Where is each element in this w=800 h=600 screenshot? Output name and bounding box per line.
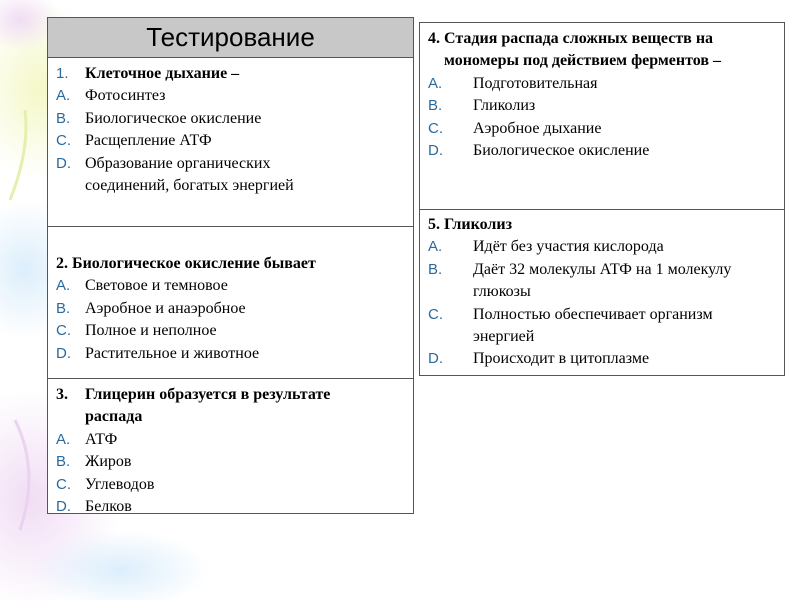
option-letter: B.: [56, 109, 71, 127]
right-test-table: [419, 22, 785, 376]
question-4-option-b[interactable]: [428, 95, 776, 117]
question-5-option-c[interactable]: [428, 304, 776, 349]
question-2-cell: [48, 227, 413, 379]
page-title: Тестирование: [48, 18, 413, 58]
question-1-option-d[interactable]: [56, 153, 405, 198]
question-2-option-a[interactable]: [56, 275, 405, 297]
question-3-number: 3.: [56, 386, 68, 403]
option-text: Аэробное и анаэробное: [85, 299, 246, 317]
question-3-title: Глицерин образуется в результате распада: [85, 386, 331, 426]
option-text: Образование органических соединений, богатых энергией: [85, 154, 294, 195]
option-letter: C.: [56, 322, 71, 340]
option-letter: D.: [56, 498, 71, 516]
question-3-option-b[interactable]: [56, 451, 405, 473]
question-5-option-b[interactable]: [428, 259, 776, 304]
question-4-title: Стадия распада сложных веществ на мономеры под действием ферментов –: [444, 30, 722, 70]
option-letter: C.: [56, 132, 71, 150]
option-text: Жиров: [85, 453, 132, 471]
question-2-option-d[interactable]: [56, 343, 405, 365]
option-text: Расщепление АТФ: [85, 132, 212, 150]
option-text: Даёт 32 молекулы АТФ на 1 молекулу глюкозы: [473, 260, 732, 301]
option-letter: A.: [56, 430, 71, 448]
question-1-option-b[interactable]: [56, 108, 405, 130]
option-text: Гликолиз: [473, 97, 536, 115]
left-test-table: [47, 17, 414, 514]
question-3-option-d[interactable]: [56, 496, 405, 518]
question-5-text: [428, 214, 776, 236]
question-1-text: [56, 63, 405, 85]
question-5-cell: [420, 210, 784, 375]
option-letter: B.: [428, 260, 443, 278]
question-2-title: 2. Биологическое окисление бывает: [56, 255, 316, 272]
option-text: Подготовительная: [473, 74, 598, 92]
option-letter: A.: [56, 277, 71, 295]
option-text: Полностью обеспечивает организм энергией: [473, 305, 713, 346]
option-letter: A.: [56, 87, 71, 105]
option-text: АТФ: [85, 430, 118, 448]
option-text: Фотосинтез: [85, 87, 166, 105]
question-2-option-c[interactable]: [56, 320, 405, 342]
option-text: Углеводов: [85, 475, 155, 493]
question-5-title: 5. Гликолиз: [428, 216, 512, 233]
option-letter: C.: [56, 475, 71, 493]
option-text: Идёт без участия кислорода: [473, 238, 664, 256]
option-letter: B.: [428, 97, 443, 115]
question-1-cell: [48, 58, 413, 227]
option-letter: B.: [56, 299, 71, 317]
question-3-option-c[interactable]: [56, 474, 405, 496]
question-5-option-d[interactable]: [428, 348, 776, 370]
option-text: Биологическое окисление: [85, 109, 262, 127]
question-4-text: [428, 28, 776, 73]
question-1-number: 1.: [56, 65, 69, 82]
question-1-option-c[interactable]: [56, 130, 405, 152]
question-1-title: Клеточное дыхание –: [85, 65, 240, 82]
option-letter: D.: [428, 142, 443, 160]
option-letter: C.: [428, 305, 443, 323]
option-letter: D.: [428, 350, 443, 368]
question-4-cell: [420, 23, 784, 210]
question-4-option-a[interactable]: [428, 73, 776, 95]
option-text: Происходит в цитоплазме: [473, 350, 650, 368]
option-text: Белков: [85, 498, 132, 516]
question-3-cell: [48, 379, 413, 516]
question-4-number: 4.: [428, 30, 440, 47]
option-letter: D.: [56, 344, 71, 362]
question-2-text: [56, 253, 405, 275]
option-text: Биологическое окисление: [473, 142, 650, 160]
option-text: Световое и темновое: [85, 277, 228, 295]
option-letter: A.: [428, 74, 443, 92]
option-text: Аэробное дыхание: [473, 119, 602, 137]
option-letter: A.: [428, 238, 443, 256]
option-letter: D.: [56, 154, 71, 172]
question-3-text: [56, 384, 405, 429]
question-4-option-c[interactable]: [428, 118, 776, 140]
question-3-option-a[interactable]: [56, 429, 405, 451]
question-1-option-a[interactable]: [56, 85, 405, 107]
option-text: Растительное и животное: [85, 344, 260, 362]
option-letter: B.: [56, 453, 71, 471]
question-4-option-d[interactable]: [428, 140, 776, 162]
question-2-option-b[interactable]: [56, 298, 405, 320]
option-text: Полное и неполное: [85, 322, 217, 340]
question-5-option-a[interactable]: [428, 236, 776, 258]
option-letter: C.: [428, 119, 443, 137]
